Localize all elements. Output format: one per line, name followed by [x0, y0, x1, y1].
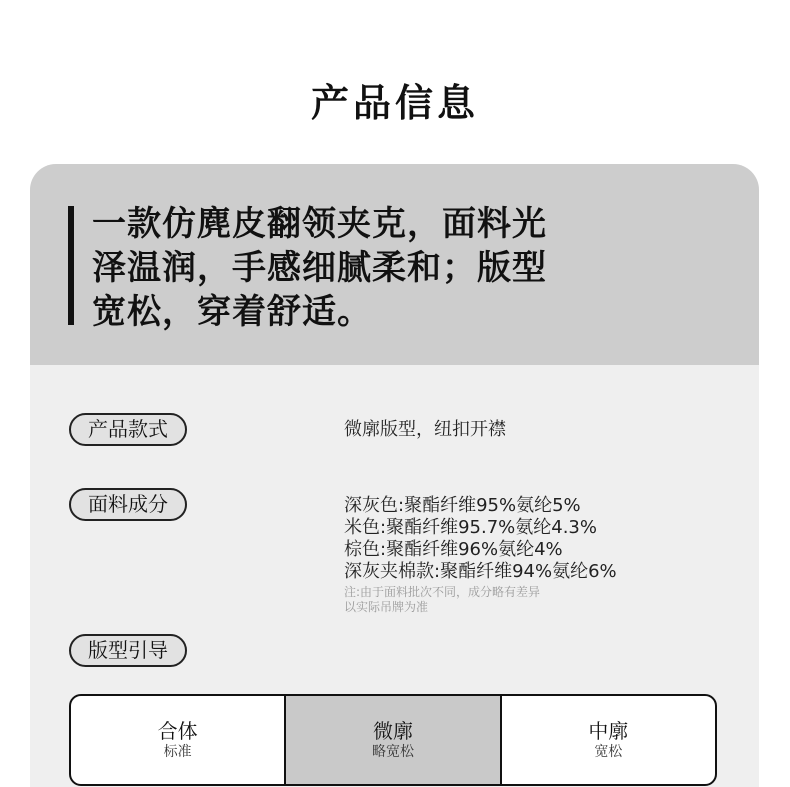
fit-option-sub: 标准: [163, 744, 192, 760]
fit-option-main: 微廓: [372, 719, 413, 743]
page-title: 产品信息: [310, 81, 479, 125]
fit-label: 版型引导: [69, 634, 187, 667]
intro-banner: [30, 164, 759, 365]
quote-bar: [68, 206, 74, 325]
style-value: 微廓版型，纽扣开襟: [344, 419, 506, 440]
fit-option-main: 合体: [157, 719, 198, 743]
fit-option-loose: [502, 696, 715, 784]
fabric-line-4: 深灰夹棉款:聚酯纤维94%氨纶6%: [344, 561, 617, 582]
fabric-line-1: 深灰色:聚酯纤维95%氨纶5%: [344, 495, 581, 516]
fit-option-fitted: [71, 696, 286, 784]
fabric-note-1: 注:由于面料批次不同，成分略有差异: [344, 585, 541, 599]
intro-line-2: 泽温润，手感细腻柔和；版型: [92, 248, 547, 288]
product-info-card: [30, 164, 759, 787]
fabric-label: 面料成分: [69, 488, 187, 521]
fit-option-sub: 宽松: [594, 744, 623, 760]
style-label: 产品款式: [69, 413, 187, 446]
intro-line-1: 一款仿麂皮翻领夹克，面料光: [92, 204, 547, 244]
fit-guide-table: [69, 694, 717, 786]
fabric-line-2: 米色:聚酯纤维95.7%氨纶4.3%: [344, 517, 597, 538]
fit-option-main: 中廓: [588, 719, 629, 743]
intro-line-3: 宽松，穿着舒适。: [92, 292, 372, 332]
fabric-note-2: 以实际吊牌为准: [344, 600, 429, 614]
fit-option-slightly-loose: [286, 696, 501, 784]
fit-option-sub: 略宽松: [371, 744, 414, 760]
fabric-line-3: 棕色:聚酯纤维96%氨纶4%: [344, 539, 563, 560]
intro-text: [92, 202, 742, 334]
